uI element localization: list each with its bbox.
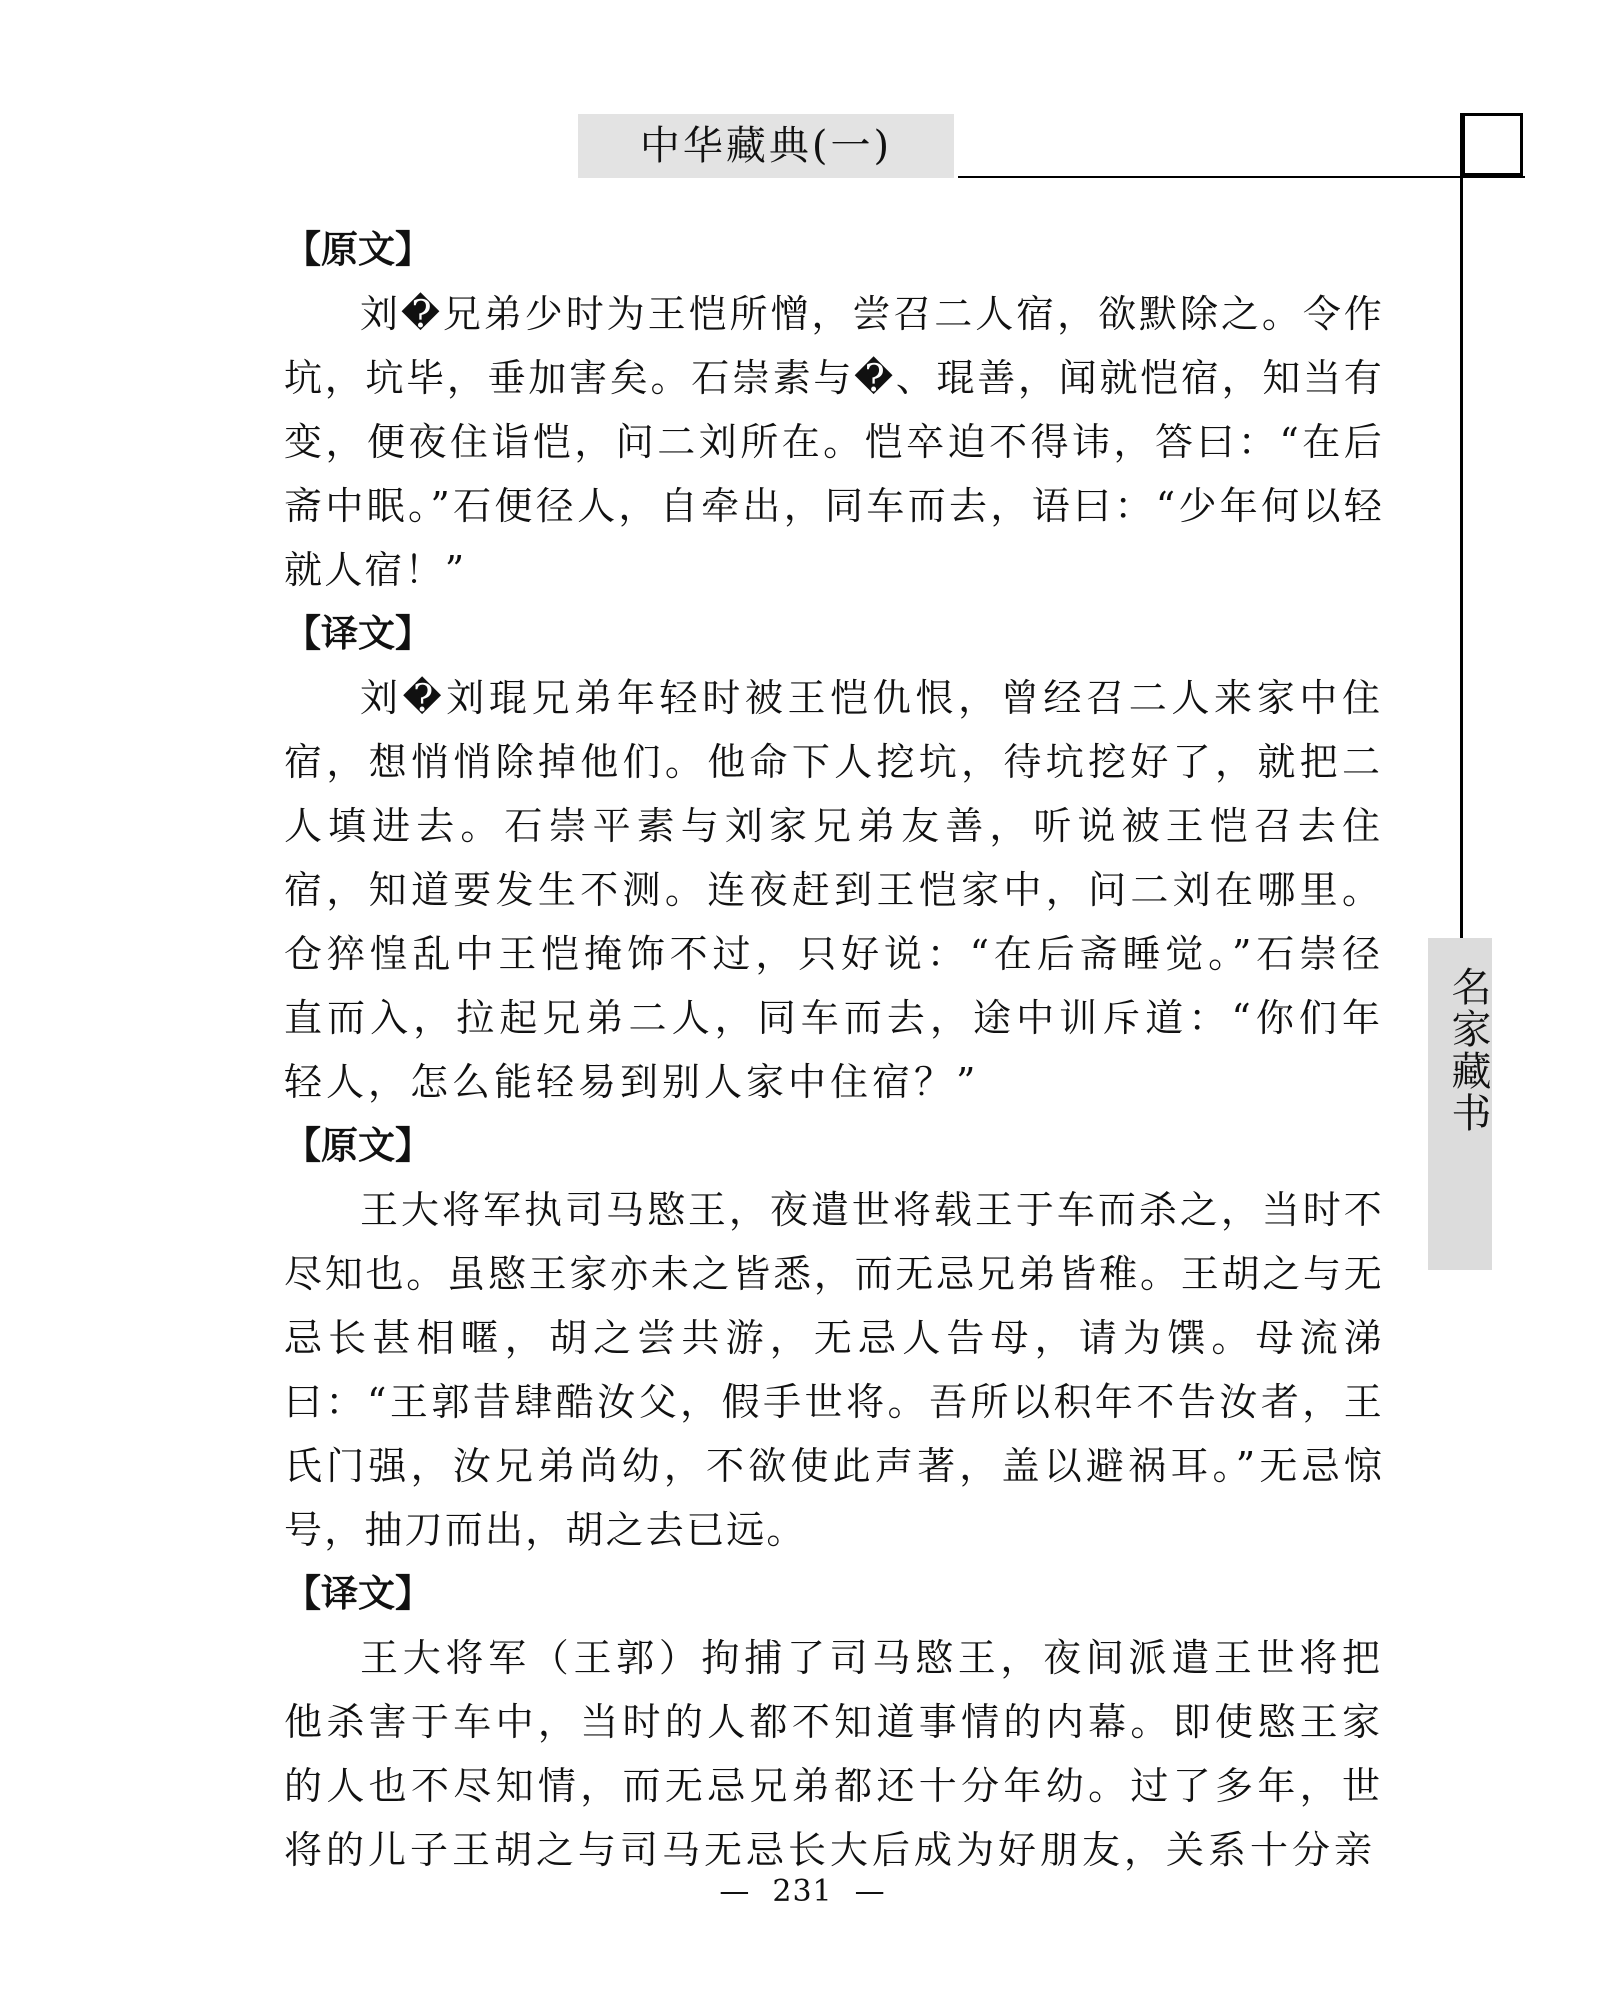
corner-box	[1462, 113, 1523, 176]
section-text: 王大将军执司马愍王，夜遣世将载王于车而杀之，当时不尽知也。虽愍王家亦未之皆悉，而无忌兄弟皆稚。王胡之与无忌长甚相暱，胡之尝共游，无忌人告母，请为馔。母流涕曰：“王郭昔肆酷汝父，假手世将。吾所以积年不告汝者，王氏门强，汝兄弟尚幼，不欲使此声著，盖以避祸耳。”无忌惊号，抽刀而出，胡之去已远。	[284, 1188, 1384, 1552]
section-heading: 【译文】	[284, 1572, 432, 1615]
section-text: 刘�兄弟少时为王恺所憎，尝召二人宿，欲默除之。令作坑，坑毕，垂加害矣。石崇素与�、琨善，闻就恺宿，知当有变，便夜住诣恺，问二刘所在。恺卒迫不得讳，答曰：“在后斋中眠。”石便径人，自牵出，同车而去，语曰：“少年何以轻就人宿！”	[284, 292, 1384, 592]
page-footer	[0, 1872, 1605, 1912]
side-rule	[1460, 113, 1463, 938]
main-content	[284, 218, 1384, 1882]
footer-dash-right: —	[854, 1874, 886, 1909]
section-heading: 【译文】	[284, 612, 432, 655]
section-heading: 【原文】	[284, 228, 432, 271]
side-label: 名家藏书	[1445, 966, 1491, 1134]
header-rule	[958, 176, 1525, 178]
section-text: 王大将军（王郭）拘捕了司马愍王，夜间派遣王世将把他杀害于车中，当时的人都不知道事情的内幕。即使愍王家的人也不尽知情，而无忌兄弟都还十分年幼。过了多年，世将的儿子王胡之与司马无忌长大后成为好朋友，关系十分亲	[284, 1636, 1384, 1872]
footer-dash-left: —	[719, 1874, 751, 1909]
section-text: 刘�刘琨兄弟年轻时被王恺仇恨，曾经召二人来家中住宿，想悄悄除掉他们。他命下人挖坑，待坑挖好了，就把二人填进去。石崇平素与刘家兄弟友善，听说被王恺召去住宿，知道要发生不测。连夜赶到王恺家中，问二刘在哪里。仓猝惶乱中王恺掩饰不过，只好说：“在后斋睡觉。”石崇径直而入，拉起兄弟二人，同车而去，途中训斥道：“你们年轻人，怎么能轻易到别人家中住宿？”	[284, 676, 1384, 1104]
page-number: 231	[772, 1874, 833, 1909]
book-title: 中华藏典(一)	[578, 114, 954, 178]
section-heading: 【原文】	[284, 1124, 432, 1167]
